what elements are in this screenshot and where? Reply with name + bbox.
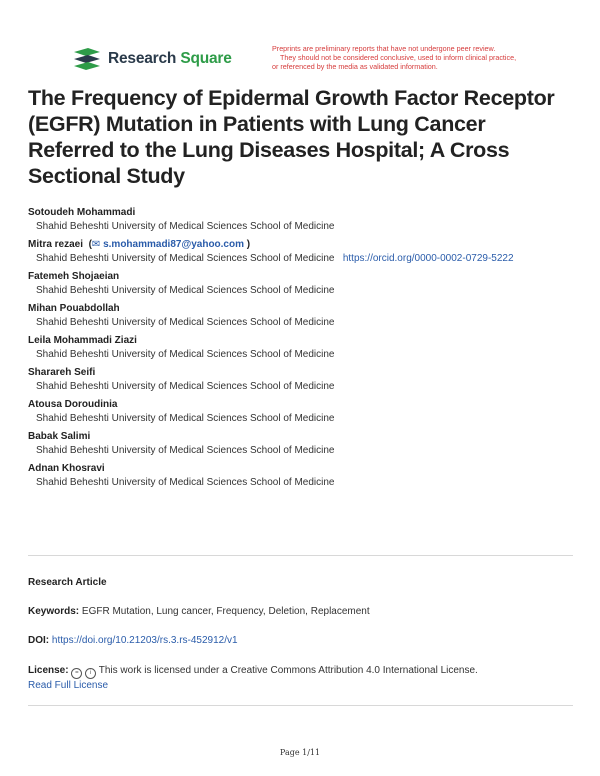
paren-close: ) bbox=[244, 239, 251, 250]
author-entry bbox=[28, 270, 576, 298]
author-affiliation: Shahid Beheshti University of Medical Sciences School of Medicine bbox=[36, 221, 335, 232]
license-row bbox=[28, 664, 573, 693]
author-entry bbox=[28, 302, 576, 330]
page-header bbox=[74, 44, 544, 80]
author-affiliation: Shahid Beheshti University of Medical Sciences School of Medicine bbox=[36, 477, 335, 488]
article-type bbox=[28, 576, 573, 590]
keywords-row bbox=[28, 605, 573, 619]
orcid-link[interactable]: https://orcid.org/0000-0002-0729-5222 bbox=[342, 253, 514, 264]
preprint-notice bbox=[272, 44, 544, 71]
keywords-label: Keywords: bbox=[28, 606, 80, 617]
keywords-text: EGFR Mutation, Lung cancer, Frequency, Deletion, Replacement bbox=[81, 606, 370, 617]
author-name: Leila Mohammadi Ziazi bbox=[28, 335, 137, 346]
cc-by-icon: i bbox=[85, 668, 96, 679]
author-entry bbox=[28, 206, 576, 234]
author-name: Adnan Khosravi bbox=[28, 463, 105, 474]
author-name: Sharareh Seifi bbox=[28, 367, 96, 378]
author-name: Sotoudeh Mohammadi bbox=[28, 207, 136, 218]
email-icon: ✉ bbox=[91, 239, 101, 250]
cc-icon: = bbox=[71, 668, 82, 679]
section-divider bbox=[28, 705, 573, 706]
notice-line: Preprints are preliminary reports that have not undergone peer review. bbox=[272, 44, 496, 53]
author-entry bbox=[28, 334, 576, 362]
author-entry bbox=[28, 430, 576, 458]
research-square-logo-icon bbox=[74, 48, 100, 70]
page-number: Page 1/11 bbox=[279, 748, 321, 757]
author-name-text: Mitra rezaei bbox=[28, 239, 84, 250]
notice-line: or referenced by the media as validated information. bbox=[272, 62, 438, 71]
author-name: Fatemeh Shojaeian bbox=[28, 271, 120, 282]
license-text: This work is licensed under a Creative Commons Attribution 4.0 International License. bbox=[98, 665, 478, 676]
doi-link[interactable]: https://doi.org/10.21203/rs.3.rs-452912/v1 bbox=[51, 635, 238, 646]
section-divider bbox=[28, 555, 573, 556]
author-affiliation: Shahid Beheshti University of Medical Sciences School of Medicine bbox=[36, 413, 335, 424]
author-entry bbox=[28, 398, 576, 426]
author-affiliation: Shahid Beheshti University of Medical Sciences School of Medicine bbox=[36, 445, 335, 456]
author-entry bbox=[28, 238, 576, 266]
read-full-license-link[interactable]: Read Full License bbox=[28, 680, 109, 691]
author-affiliation: Shahid Beheshti University of Medical Sciences School of Medicine bbox=[36, 381, 335, 392]
author-list bbox=[28, 206, 576, 494]
notice-line: They should not be considered conclusive, used to inform clinical practice, bbox=[280, 53, 517, 62]
author-affiliation bbox=[28, 252, 576, 266]
author-entry bbox=[28, 462, 576, 490]
brand-name: Research Square bbox=[108, 50, 232, 67]
author-entry bbox=[28, 366, 576, 394]
author-email-link[interactable]: s.mohammadi87@yahoo.com bbox=[103, 239, 244, 250]
license-label: License: bbox=[28, 665, 69, 676]
author-affiliation: Shahid Beheshti University of Medical Sciences School of Medicine bbox=[36, 349, 335, 360]
author-affiliation: Shahid Beheshti University of Medical Sciences School of Medicine bbox=[36, 317, 335, 328]
doi-row bbox=[28, 634, 573, 648]
paren-open: ( bbox=[85, 239, 92, 250]
research-square-logo[interactable] bbox=[74, 48, 232, 70]
author-affiliation-text: Shahid Beheshti University of Medical Sciences School of Medicine bbox=[36, 253, 335, 264]
author-name: Atousa Doroudinia bbox=[28, 399, 118, 410]
author-name bbox=[28, 238, 576, 252]
author-name: Babak Salimi bbox=[28, 431, 91, 442]
author-affiliation: Shahid Beheshti University of Medical Sciences School of Medicine bbox=[36, 285, 335, 296]
article-type-text: Research Article bbox=[28, 577, 107, 588]
paper-title: The Frequency of Epidermal Growth Factor Receptor (EGFR) Mutation in Patients with Lung Cancer Referred to the Lung Diseases Hospital; A Cross Sectional Study bbox=[28, 86, 555, 188]
doi-label: DOI: bbox=[28, 635, 50, 646]
author-name: Mihan Pouabdollah bbox=[28, 303, 120, 314]
